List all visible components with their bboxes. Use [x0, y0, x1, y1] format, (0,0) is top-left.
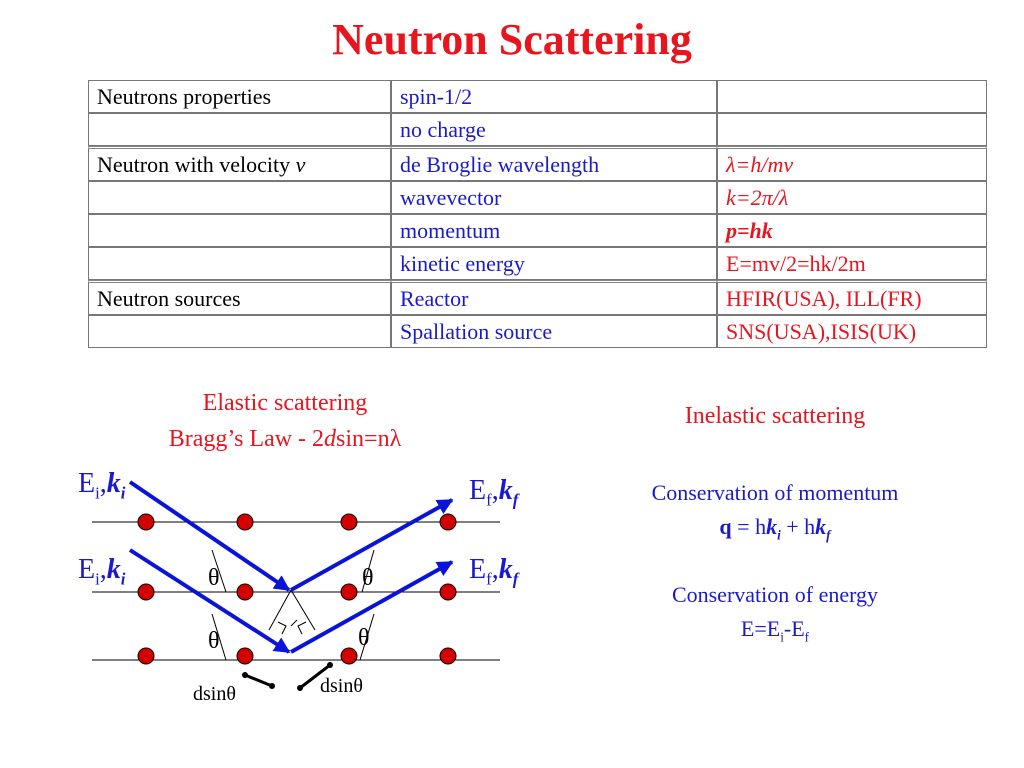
wave-vectors — [130, 482, 452, 652]
construction-lines — [212, 550, 374, 660]
dsin-label-left: dsinθ — [193, 683, 236, 705]
table-cell: E=mv/2=hk/2m — [717, 247, 987, 280]
subscript: i — [777, 527, 781, 543]
atoms — [138, 514, 456, 664]
atom — [440, 514, 456, 530]
formula: λ=h/mv — [726, 152, 794, 177]
table-cell: SNS(USA),ISIS(UK) — [717, 315, 987, 348]
slide-title: Neutron Scattering — [332, 15, 692, 64]
bragg-prefix: Bragg’s Law - 2 — [168, 426, 325, 452]
energy-symbol: E — [78, 468, 96, 499]
energy-equation — [575, 616, 975, 645]
subscript: f — [826, 527, 831, 543]
theta-label: θ — [358, 625, 370, 651]
wavevector-symbol: k — [106, 468, 121, 499]
dsin-markers — [245, 665, 330, 688]
separator: , — [99, 468, 107, 499]
wavevector-symbol: k — [498, 475, 513, 506]
theta-label: θ — [362, 565, 374, 591]
atom — [440, 648, 456, 664]
subscript: i — [120, 569, 126, 589]
bragg-suffix: sin=nλ — [336, 426, 402, 452]
separator: , — [491, 475, 499, 506]
formula: k=2π/λ — [726, 185, 789, 210]
atom — [237, 584, 253, 600]
subscript: f — [486, 490, 492, 510]
equation-part: = h — [731, 514, 767, 539]
equation-part: -E — [783, 616, 805, 641]
subscript: i — [95, 483, 100, 503]
subscript: f — [804, 629, 810, 645]
scattered-label-lower — [469, 554, 518, 590]
table-cell: Neutrons properties — [88, 80, 391, 113]
subscript: i — [95, 569, 100, 589]
equation-part: E=E — [740, 616, 781, 641]
table-cell: Reactor — [391, 280, 717, 315]
table-cell: momentum — [391, 214, 717, 247]
energy-conservation-title: Conservation of energy — [671, 582, 879, 607]
separator: , — [491, 554, 499, 585]
atom — [138, 514, 154, 530]
formula: p=hk — [726, 218, 773, 243]
incident-label-lower — [78, 554, 125, 590]
k-symbol: k — [815, 514, 827, 539]
subscript: i — [120, 483, 126, 503]
dsin-label-right: dsinθ — [320, 675, 363, 697]
subscript: f — [512, 569, 519, 589]
k-symbol: k — [766, 514, 778, 539]
energy-symbol: E — [469, 475, 487, 506]
subscript: f — [512, 490, 519, 510]
energy-symbol: E — [78, 554, 96, 585]
wavevector-symbol: k — [106, 554, 121, 585]
theta-label: θ — [208, 628, 220, 654]
table-cell: kinetic energy — [391, 247, 717, 280]
subscript: i — [780, 629, 784, 645]
bragg-d: d — [324, 426, 337, 452]
q-symbol: q — [719, 514, 732, 539]
cell-text: Neutron with velocity — [97, 152, 291, 177]
momentum-equation — [575, 514, 975, 543]
momentum-conservation-title: Conservation of momentum — [651, 480, 899, 505]
table-cell: de Broglie wavelength — [391, 146, 717, 181]
atom — [237, 514, 253, 530]
table-cell: spin-1/2 — [391, 80, 717, 113]
theta-labels — [208, 565, 374, 654]
atom — [138, 648, 154, 664]
wavevector-symbol: k — [498, 554, 513, 585]
table-cell: wavevector — [391, 181, 717, 214]
atom — [341, 584, 357, 600]
table-cell: Neutron sources — [88, 280, 391, 315]
atom — [440, 584, 456, 600]
incident-label-upper — [78, 468, 125, 504]
energy-symbol: E — [469, 554, 487, 585]
equation-part: + h — [780, 514, 816, 539]
atom — [237, 648, 253, 664]
separator: , — [99, 554, 107, 585]
atom — [341, 648, 357, 664]
atom — [341, 514, 357, 530]
subscript: f — [486, 569, 492, 589]
inelastic-scattering-title: Inelastic scattering — [684, 403, 866, 429]
velocity-symbol: v — [295, 152, 306, 177]
table-cell: no charge — [391, 113, 717, 146]
table-cell: HFIR(USA), ILL(FR) — [717, 280, 987, 315]
table-cell: Spallation source — [391, 315, 717, 348]
theta-label: θ — [208, 565, 220, 591]
atom — [138, 584, 154, 600]
scattered-label-upper — [469, 475, 518, 511]
elastic-scattering-title: Elastic scattering — [202, 390, 368, 416]
